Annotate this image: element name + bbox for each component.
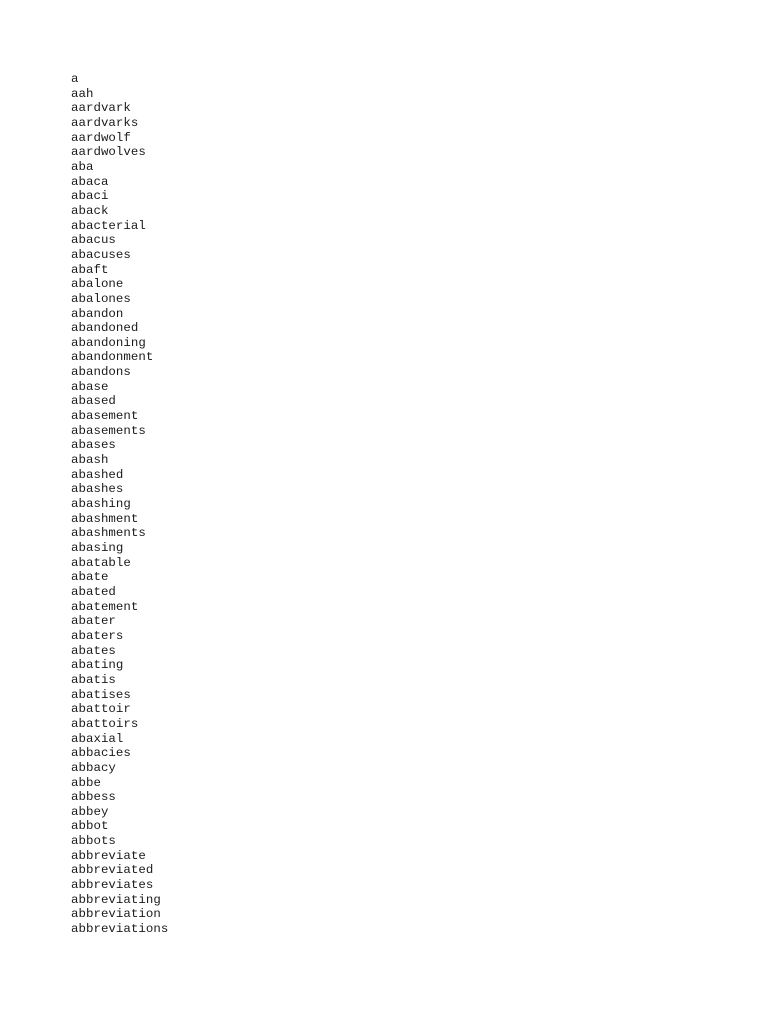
word-list-item: abater [71,614,116,629]
word-list-item: abbreviated [71,863,154,878]
word-list-item: abaxial [71,731,124,746]
word-list-item: aback [71,203,109,218]
word-list-item: abandons [71,365,131,380]
word-list-item: abaci [71,189,109,204]
word-list-item: abasing [71,541,124,555]
word-list-item: abattoir [71,702,131,717]
word-list-item: abbot [71,819,109,834]
word-list-item: abacuses [71,247,131,262]
word-list-item: abased [71,394,116,409]
word-list-item: abacus [71,233,116,248]
word-list-item: abbey [71,804,109,819]
word-list-item: abashed [71,467,124,482]
word-list-item: abatement [71,599,139,614]
word-list-item: abate [71,570,109,585]
word-list-item: abash [71,453,109,468]
word-list-item: abbreviates [71,878,154,893]
word-list-item: abashes [71,482,124,497]
word-list-item: aardvarks [71,115,139,130]
word-list-item: abates [71,643,116,658]
word-list-item: abated [71,584,116,599]
word-list-item: aardwolves [71,145,146,160]
word-list-item: abbess [71,790,116,805]
word-list-item: abatable [71,555,131,570]
word-list-item: abatises [71,687,131,702]
word-list-item: abasements [71,423,146,438]
word-list-item: abandonment [71,350,154,365]
word-list-item: abbreviation [71,907,161,922]
word-list-item: abases [71,438,116,453]
word-list-item: abbreviations [71,922,169,937]
word-list-item: aah [71,86,94,101]
word-list-item: a [71,72,79,86]
word-list-item: aardwolf [71,130,131,145]
word-list-item: abandoning [71,335,146,350]
word-list-item: abalone [71,277,124,292]
word-list-item: abbots [71,834,116,849]
word-list-item: aardvark [71,101,131,116]
word-list-item: abattoirs [71,716,139,731]
word-list-item: abbe [71,775,101,790]
word-list-item: abalones [71,291,131,306]
word-list-item: abating [71,658,124,673]
word-list-item: aba [71,159,94,174]
word-list-item: abbacies [71,746,131,761]
word-list-item: abatis [71,672,116,687]
word-list-item: abandon [71,306,124,321]
word-list-item: abaft [71,262,109,277]
word-list-item: abbreviating [71,892,161,907]
word-list-item: abashments [71,526,146,541]
word-list-item: abaters [71,628,124,643]
word-list-item: abaca [71,174,109,189]
word-list [71,72,168,937]
word-list-item: abbreviate [71,848,146,863]
word-list-item: abacterial [71,218,146,233]
word-list-item: abase [71,379,109,394]
word-list-item: abbacy [71,760,116,775]
word-list-item: abashment [71,511,139,526]
word-list-item: abashing [71,497,131,512]
word-list-item: abandoned [71,321,139,336]
word-list-item: abasement [71,409,139,424]
